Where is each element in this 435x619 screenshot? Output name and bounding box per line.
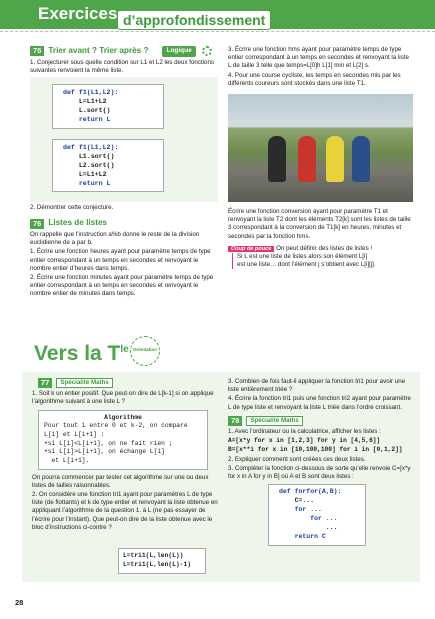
vers-title-text [34, 340, 129, 368]
header-tag: d’approfondissement [117, 10, 271, 30]
ex76-question-4: 4. Pour une course cycliste, les temps en secondes mis par les différents coureurs sont stockés dans une liste T1. [228, 71, 401, 87]
page-header [0, 0, 435, 34]
code-line: L1.sort() [63, 152, 115, 160]
ex75-question-2: 2. Démontrer cette conjecture. [30, 204, 114, 212]
gear-icon [202, 46, 212, 56]
ex75-question-1: 1. Conjecturer sous quelle condition sur L1 et L2 les deux fonctions suivantes renvoient la même liste. [30, 58, 215, 75]
bottom-right-column [228, 378, 413, 546]
cyclists-photo [228, 94, 413, 202]
left-column [30, 46, 218, 300]
ex77-question-4: 4. Écrire la fonction tri1 puis une fonction tri2 ayant pour paramètre L de type liste et renvoyant la liste L triée dans l’ordre croissant. [228, 395, 411, 411]
code-line: return L [63, 116, 111, 124]
coup-text: est une liste… dont l’élément j s’obtient avec L[i][j]. [232, 261, 413, 269]
algorithm-line: L[i] et L[i+1] : [44, 430, 105, 438]
logique-badge: Logique [162, 46, 195, 57]
exercise-number: 75 [30, 46, 44, 56]
code-line: def f1(L1,L2): [63, 89, 119, 97]
code-line: L2.sort() [63, 161, 115, 169]
cyclist-image [268, 136, 286, 182]
specialite-badge: Spécialité Maths [246, 416, 303, 426]
code-line: L.sort() [63, 107, 111, 115]
ex78-question-3: 3. Compléter la fonction ci-dessous de sorte qu’elle renvoie C=[x*y for x in A for y in B] où A et B sont deux listes : [228, 464, 411, 480]
cyclist-image [326, 136, 344, 182]
coup-text: On peut définir des listes de listes ! [276, 244, 373, 252]
specialite-badge: Spécialité Maths [56, 378, 113, 388]
tri1-code-block [118, 548, 206, 574]
algorithm-title: Algorithme [104, 413, 142, 421]
header-divider [0, 31, 435, 32]
list-a-definition: A=[x*y for x in [1,2,3] for y in [4,5,6]] [228, 437, 381, 445]
code-line: def forfor(A,B): [279, 488, 342, 496]
code-line: for ... [279, 506, 322, 513]
code-line: for ... [279, 514, 338, 522]
right-column [228, 46, 413, 269]
code-block-2 [52, 139, 164, 192]
ex77-paragraph: On pourra commencer par tester cet algorithme sur une ou deux listes de tailles raisonnables. [32, 473, 209, 489]
exercise-title: Trier avant ? Trier après ? [48, 46, 149, 55]
ex77-question-1: 1. Soit k un entier positif. Que peut-on dire de L[k-1] si on applique l’algorithme suivant à une liste L ? [32, 390, 214, 406]
exercise-number: 78 [228, 416, 242, 426]
code-line: L=L1+L2 [63, 170, 107, 178]
code-line: L=L1+L2 [63, 98, 107, 106]
code-block-1 [52, 84, 164, 128]
ex76-question-3: 3. Écrire une fonction hms ayant pour paramètre temps de type entier correspondant à un temps en secondes et renvoyant la liste L de taille 3 telle que temps=L[0]h L[1] min et L[2] s. [228, 46, 409, 70]
code-line: L=tri1(L,len(L)-1) [123, 560, 192, 568]
code-line: ... [279, 523, 338, 531]
list-b-definition: B=[x**i for x in [10,100,100] for i in [0,1,2]] [228, 446, 403, 454]
bottom-left-column [32, 378, 220, 533]
ex76-question-1: 1. Écrire une fonction heures ayant pour paramètre temps de type entier correspondant à un temps en secondes et renvoyant le nombre entier d’heures dans temps. [30, 248, 211, 272]
vers-title-sup: le [120, 344, 129, 355]
cyclist-image [352, 136, 370, 182]
cyclist-image [298, 136, 316, 182]
header-title: Exercices [38, 4, 118, 23]
code-line: def f1(L1,L2): [63, 143, 119, 151]
algorithm-line: et L[i+1]. [44, 457, 90, 464]
orientation-badge: Orientation [130, 336, 160, 366]
forfor-code-block [268, 484, 366, 546]
exercise-number: 77 [38, 378, 52, 388]
exercise-78-heading [228, 416, 413, 426]
algorithm-line: •si L[i]>L[i+1], on échange L[i] [44, 448, 165, 456]
code-line: C=... [279, 497, 315, 505]
ex78-question-1: 1. Avec l’ordinateur ou la calculatrice, afficher les listes : [228, 427, 381, 435]
ex77-question-2-wrap [32, 491, 220, 532]
exercise-75-heading [30, 46, 218, 57]
ex76-question-4b: Écrire une fonction conversion ayant pour paramètre T1 et renvoyant la liste T2 dont les éléments T2[k] sont les listes de taille 3 correspondant à la conversion de T1[k] en heures, minutes et secondes par la fonction hms. [228, 207, 411, 240]
ex76-intro: On rappelle que l’instruction a%b donne le reste de la division euclidienne de a par b. [30, 231, 200, 247]
exercise-77-heading [32, 378, 220, 388]
exercise-title: Listes de listes [48, 218, 108, 228]
ex78-question-2: 2. Expliquer comment sont créées ces deux listes. [228, 455, 366, 463]
exercise-76-heading [30, 218, 218, 229]
coup-de-pouce-tag: Coup de pouce [228, 246, 274, 252]
algorithm-line: Pour tout i entre 0 et k-2, on compare [44, 422, 188, 430]
page-number: 28 [15, 598, 24, 607]
ex76-question-2: 2. Écrire une fonction minutes ayant pour paramètre temps de type entier correspondant à un temps en secondes et renvoyant le nombre entier de minutes dans temps. [30, 274, 214, 298]
coup-text: Si L est une liste de listes alors son élément L[i] [232, 253, 413, 261]
vers-title-main: Vers la T [34, 342, 121, 365]
ex77-question-2-text: 2. On considère une fonction tri1 ayant pour paramètres L de type liste (de flottants) et k de type entier et renvoyant la liste obtenue en appliquant l’algorithme de la question 1. à L (ne pas essayer de l’écrire pour l’instant). Que peut-on dire de la liste obtenue avec le bloc d’instructions ci-contre ? [32, 491, 218, 531]
code-line: L=tri1(L,len(L)) [123, 552, 184, 559]
algorithm-line: •si L[i]<L[i+1], on ne fait rien ; [44, 439, 173, 447]
algorithm-box [38, 410, 208, 470]
coup-de-pouce [228, 245, 413, 270]
code-line: return L [63, 179, 111, 187]
code-line: return C [279, 532, 326, 540]
code-area [30, 77, 218, 202]
exercise-number: 76 [30, 219, 44, 229]
ex77-question-3: 3. Combien de fois faut-il appliquer la fonction tri1 pour avoir une liste entièrement triée ? [228, 378, 406, 394]
